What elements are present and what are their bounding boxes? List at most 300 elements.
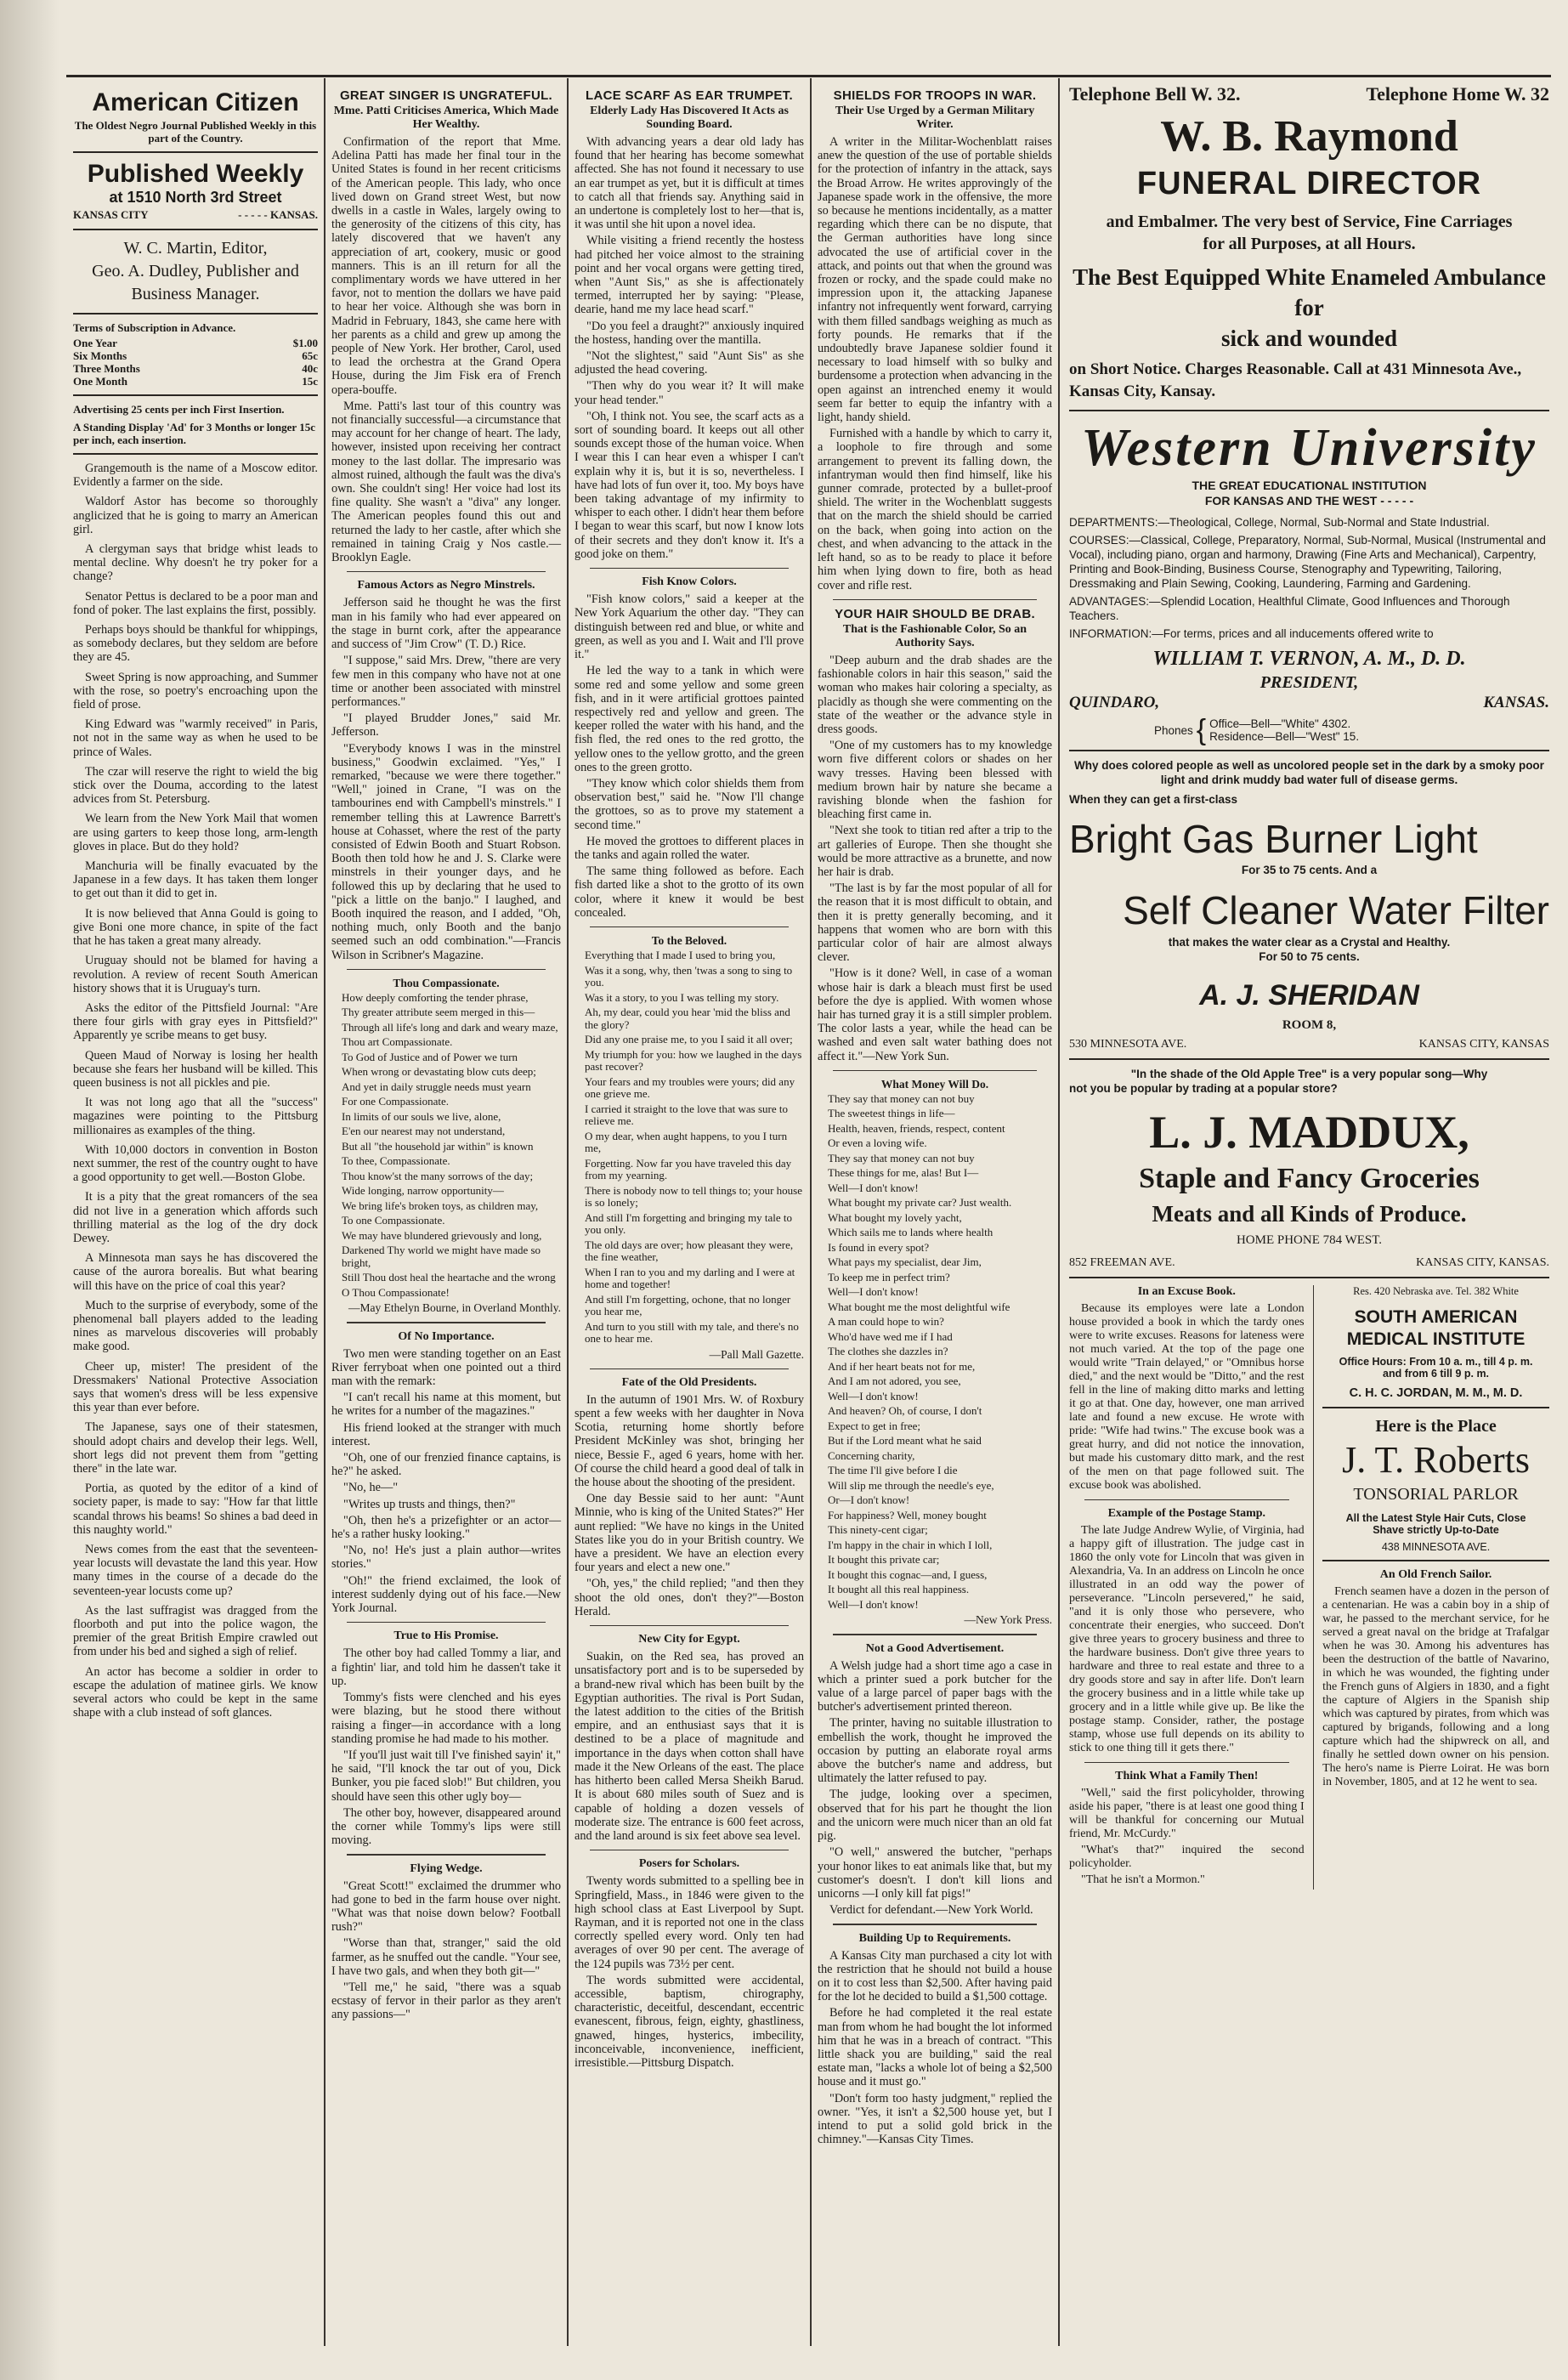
article-paragraph: "Then why do you wear it? It will make your head tender." xyxy=(575,379,804,407)
article-paragraph: Because its employes were late a London house provided a book in which the tardy ones were to write excuses. Reasons for lateness were not much varied. At the top of the page one would write "Train delayed," or "Omnibus horse died," and the next would be "Ditto," and the rest fell in the line of making ditto marks and letting it go at that. One day, however, one man arrived late and found a new excuse. He wrote with pride: "Wife had twins." The excuse book was a great hurry, and did not notice the innovation, but made his customary ditto mark, and the rest of the men on that page followed suit. The excuse book was abolished. xyxy=(1069,1302,1305,1492)
article-paragraph: Suakin, on the Red sea, has proved an unsatisfactory port and is to be superseded by a brand-new rival which has been built by the Egyptian authorities. The rival is Port Sudan, the latest addition to the cities of the British empire, and an enthusiast says that it is destined to be a place of magnitude and importance in the days when cotton shall have made it the New Orleans of the east. The place has hitherto been called Mersa Sheikh Barud. It is about 680 miles south of Suez and is capable of holding a dozen vessels of moderate size. The entrance is 600 feet across, and the land around is six feet above sea level. xyxy=(575,1650,804,1843)
article-paragraph: French seamen have a dozen in the person of a centenarian. He was a cabin boy in a ship of war, he passed to the merchant service, for he served a great naval on the bridge at Trafalgar when he was 30. Among his adventures has been the destruction of the battle of Navarino, in which he was wounded, the fighting under the French guns of Algiers in 1830, and a fight the capture of Algiers in the Spanish ship which was captured by pirates, from which was captured by brigands, following and a long capture which had the shipwreck on all, and finally he settled down owner on his pension. The hero's name is Pierre Loirat. He was born in November, 1805, and at 12 he went to sea. xyxy=(1322,1585,1549,1788)
divider xyxy=(73,229,318,230)
poem-line: And yet in daily struggle needs must yearn xyxy=(342,1080,531,1093)
poem-line: Did any one praise me, to you I said it all over; xyxy=(585,1033,793,1046)
sheridan-when: When they can get a first-class xyxy=(1069,793,1238,806)
news-paragraph: A clergyman says that bridge whist leads to mental decline. Why doesn't he try poker for a change? xyxy=(73,542,318,584)
article-paragraph: The printer, having no suitable illustration to embellish the work, thought he improved the occasion by putting an elaborate royal arms above the butcher's name and address, but ultimately the latter refused to pay. xyxy=(818,1716,1052,1786)
poem-line: I'm happy in the chair in which I loll, xyxy=(828,1538,993,1551)
poem-line: E'en our nearest may not understand, xyxy=(342,1125,506,1138)
poem-line: The sweetest things in life— xyxy=(828,1107,955,1120)
article-paragraph: "I suppose," said Mrs. Drew, "there are very few men in this company who have not at one time or another been associated with minstrel performances." xyxy=(331,654,561,709)
western-advantages: ADVANTAGES:—Splendid Location, Healthful Climate, Good Influences and Thorough Teachers. xyxy=(1069,595,1510,622)
raymond-name: W. B. Raymond xyxy=(1160,112,1458,161)
raymond-line: and Embalmer. The very best of Service, Fine Carriages xyxy=(1106,212,1513,231)
brace-icon: { xyxy=(1196,714,1207,746)
masthead-city xyxy=(73,208,318,222)
filter-price: For 50 to 75 cents. xyxy=(1259,950,1360,963)
maddux-meats: Meats and all Kinds of Produce. xyxy=(1152,1201,1467,1227)
article-paragraph: "I can't recall his name at this moment, but he writes for a number of the magazines." xyxy=(331,1391,561,1419)
maddux-address: 852 FREEMAN AVE. KANSAS CITY, KANSAS. xyxy=(1069,1256,1549,1269)
roberts-title: TONSORIAL PARLOR xyxy=(1353,1485,1519,1504)
editor-line: Geo. A. Dudley, Publisher and xyxy=(92,262,299,280)
poem-line: We bring life's broken toys, as children may, xyxy=(342,1198,539,1212)
article-paragraph: "No, he—" xyxy=(343,1481,399,1495)
poem-signature: —Pall Mall Gazette. xyxy=(709,1347,804,1361)
ads-column xyxy=(1061,82,1558,2346)
news-paragraph: Perhaps boys should be thankful for whippings, as somebody declares, but they seldom are before they are 45. xyxy=(73,623,318,665)
article-heading: Posers for Scholars. xyxy=(638,1857,740,1871)
raymond-title: FUNERAL DIRECTOR xyxy=(1136,166,1482,201)
divider xyxy=(1084,1762,1289,1763)
article-subheading: That is the Fashionable Color, So an Authority Says. xyxy=(842,622,1027,649)
western-departments: DEPARTMENTS:—Theological, College, Normal, Sub-Normal and State Industrial. xyxy=(1069,516,1490,529)
gas-price: For 35 to 75 cents. And a xyxy=(1241,864,1378,876)
article-heading: GREAT SINGER IS UNGRATEFUL. xyxy=(339,88,553,103)
water-filter: Self Cleaner Water Filter xyxy=(1123,888,1549,932)
poem-line: A man could hope to win? xyxy=(828,1315,944,1329)
news-paragraph: Cheer up, mister! The president of the Dressmakers' National Protective Association says that women's dress will be less expensive this year than ever before. xyxy=(73,1359,318,1415)
article-paragraph: "O well," answered the butcher, "perhaps your honor likes to eat animals like that, but my customer's doesn't. I don't kill lions and unicorns —I only kill fat pigs!" xyxy=(818,1845,1052,1901)
article-paragraph: Two men were standing together on an East River ferryboat when one pointed out a third man with the remark: xyxy=(331,1346,561,1389)
raymond-address: on Short Notice. Charges Reasonable. Call at 431 Minnesota Ave., Kansas City, Kansay. xyxy=(1069,360,1522,400)
maddux-ad xyxy=(1069,1067,1549,1270)
standing-ad-rates: A Standing Display 'Ad' for 3 Months or longer 15c per inch, each insertion. xyxy=(73,421,315,446)
divider xyxy=(590,568,789,569)
poem-line: What bought my private car? Just wealth. xyxy=(828,1196,1012,1210)
raymond-ad xyxy=(1069,83,1549,403)
column-rule xyxy=(1313,1285,1314,1890)
poem-line: The old days are over; how pleasant they were, the fine weather, xyxy=(585,1238,794,1264)
article-paragraph: "One of my customers has to my knowledge worn five different colors or shades on her wavy tresses. Having been blessed with medium brown hair by nature she became a ravishing blonde when the fashion for bleaching first came in. xyxy=(818,739,1052,822)
article-paragraph: "Worse than that, stranger," said the old farmer, as he snuffed out the candle. "Your see, I have two gals, and when they both git—" xyxy=(331,1936,561,1978)
poem-line: The time I'll give before I die xyxy=(828,1464,958,1477)
news-paragraph: Queen Maud of Norway is losing her health because she fears her husband will be killed. This queen business is not all pickles and pie. xyxy=(73,1048,318,1090)
column-rule xyxy=(567,78,569,2346)
page-margin xyxy=(0,0,59,2380)
poem-line: Was it a song, why, then 'twas a song to sing to you. xyxy=(585,963,793,989)
article-paragraph: "Do you feel a draught?" anxiously inquired the hostess, handing over the mantilla. xyxy=(575,319,804,347)
western-university-ad xyxy=(1069,418,1549,746)
article-heading: In an Excuse Book. xyxy=(1137,1285,1236,1298)
article-paragraph: The words submitted were accidental, accessible, baptism, chirography, characteristic, deceitful, descendant, eccentric evanescent, fibrous, feign, eighty, ghastliness, gnawed, hinges, hysterics, imbecility, inconceivable, inconvenience, inefficient, irresistible.—Pittsburg Dispatch. xyxy=(575,1973,804,2070)
poem xyxy=(575,949,804,1346)
news-paragraph: Portia, as quoted by the editor of a kind of society paper, is made to say: "How far that little scandal throws his beams! So shines a bad deed in this naughty world." xyxy=(73,1482,318,1537)
article-paragraph: "How is it done? Well, in case of a woman whose hair is dark a bleach must first be used before the dye is applied. With women whose hair has turned gray it is a still simpler problem. The color lasts a year, while the head can be washed and even salt water bathing does not affect it."—New York Sun. xyxy=(818,966,1052,1063)
article-paragraph: The other boy had called Tommy a liar, and a fightin' liar, and told him he dassen't take it up. xyxy=(331,1646,561,1688)
article-paragraph: He led the way to a tank in which were some red and some yellow and some green fish, and in it were artificial grottoes painted respectively red and yellow and green. The keeper rolled the water with his hand, and the fish fled, the red ones to the red grotto, the yellow ones to the yellow grotto, and the green ones to the green grotto. xyxy=(575,664,804,774)
divider xyxy=(73,453,318,455)
editors-block xyxy=(73,237,318,306)
poem-line: My triumph for you: how we laughed in the days past recover? xyxy=(585,1047,802,1074)
term-row: One Year $1.00 xyxy=(73,337,318,349)
news-paragraph: Waldorf Astor has become so thoroughly anglicized that he is going to marry an American girl. xyxy=(73,495,318,536)
poem-line: What bought my lovely yacht, xyxy=(828,1210,962,1224)
article-paragraph: "Fish know colors," said a keeper at the New York Aquarium the other day. "They can distinguish between red and blue, or white and green, as well as you and I. Wait and I'll prove it." xyxy=(575,592,804,662)
masthead-address: at 1510 North 3rd Street xyxy=(109,189,282,206)
poem-line: Ah, my dear, could you hear 'mid the bliss and the glory? xyxy=(585,1006,790,1031)
poem-line: To thee, Compassionate. xyxy=(342,1154,450,1168)
divider xyxy=(347,1622,546,1623)
poem xyxy=(331,992,561,1300)
poem-line: Still Thou dost heal the heartache and the wrong xyxy=(342,1271,556,1284)
term-row: Three Months 40c xyxy=(73,362,318,375)
poem-line: They say that money can not buy xyxy=(828,1091,975,1105)
poem-line: Was it a story, to you I was telling my story. xyxy=(585,990,779,1004)
news-paragraph: We learn from the New York Mail that women are using garters to keep those long, arm-length gloves in place. But do they hold? xyxy=(73,812,318,853)
poem-line: For happiness? Well, money bought xyxy=(828,1508,987,1522)
poem-line: There is nobody now to tell things to; your house is so lonely; xyxy=(585,1183,803,1210)
divider xyxy=(347,1854,546,1855)
article-paragraph: "Well," said the first policyholder, throwing aside his paper, "there is at least one good thing I will be thankful for concerning our Mutual friend, Mr. McCurdy." xyxy=(1069,1787,1305,1841)
news-paragraph: As the last suffragist was dragged from the floorboth and put into the police wagon, the premier of the great British Empire crawled out from under his bed and sighed a sigh of relief. xyxy=(73,1603,318,1659)
sheridan-room: ROOM 8, xyxy=(1282,1018,1337,1032)
article-paragraph: "If you'll just wait till I've finished sayin' it," he said, "I'll knock the tar out of you, Dick Bunker, you pie faced slob!" But children, you should have seen this other ugly boy— xyxy=(331,1748,561,1804)
article-paragraph: While visiting a friend recently the hostess had pitched her voice almost to the straining point and her vocal organs were getting tired, when "Aunt Sis," as she is affectionately termed, interrupted her by saying: "Please, dearie, hand me my lace head scarf." xyxy=(575,234,804,317)
sheridan-question: Why does colored people as well as uncolored people set in the dark by a smoky poor light and drink muddy bad water full of disease germs. xyxy=(1074,759,1544,786)
poem-line: It bought all this real happiness. xyxy=(828,1583,970,1596)
lower-left-articles xyxy=(1069,1285,1305,1890)
poem-line: And still I'm forgetting and bringing my tale to you only. xyxy=(585,1210,793,1237)
divider xyxy=(1069,1058,1549,1060)
tel-bell: Telephone Bell W. 32. xyxy=(1069,83,1241,105)
divider xyxy=(1069,750,1549,751)
poem xyxy=(818,1093,1052,1612)
divider xyxy=(1069,410,1549,411)
poem-signature: —May Ethelyn Bourne, in Overland Monthly. xyxy=(348,1301,561,1315)
poem-line: I carried it straight to the love that was sure to relieve me. xyxy=(585,1102,788,1128)
article-paragraph: The judge, looking over a specimen, observed that for his part he thought the lion and the unicorn were much nicer than an old fat pig. xyxy=(818,1788,1052,1844)
column-4 xyxy=(812,82,1057,2346)
article-heading: Example of the Postage Stamp. xyxy=(1107,1507,1266,1521)
divider xyxy=(347,571,546,572)
article-paragraph: He moved the grottoes to different places in the tanks and again rolled the water. xyxy=(575,834,804,862)
poem-line: Everything that I made I used to bring you, xyxy=(585,949,776,962)
poem-line: But if the Lord meant what he said xyxy=(828,1434,982,1448)
article-paragraph: "Oh, one of our frenzied finance captains, is he?" he asked. xyxy=(331,1451,561,1479)
article-paragraph: "The last is by far the most popular of all for the reason that it is most difficult to obtain, and then it is pretty generally becoming, and it happens that women who are born with this particular color of hair are almost always clever. xyxy=(818,881,1052,965)
divider xyxy=(347,1322,546,1323)
column-rule xyxy=(324,78,325,2346)
article-paragraph: A Kansas City man purchased a city lot with the restriction that he should not build a house on it to cost less than $2,500. After having paid for the lot he decided to build a $1,500 cottage. xyxy=(818,1948,1052,2004)
article-paragraph: Jefferson said he thought he was the first man in his family who had ever appeared on the stage in burnt cork, after the appearance and success of "Jim Crow" (T. D.) Rice. xyxy=(331,596,561,652)
article-paragraph: With advancing years a dear old lady has found that her hearing has become somewhat affected. She has not found it necessary to use an ear trumpet as yet, but it is difficult at times to catch all that friends say. Anything said in an undertone is completely lost to her—that is, it was until she hit upon a novel idea. xyxy=(575,135,804,232)
news-paragraph: News comes from the east that the seventeen-year locusts will devastate the land this year. How many times in the course of a decade do the seventeen-year locusts come up? xyxy=(73,1543,318,1598)
raymond-line: for all Purposes, at all Hours. xyxy=(1203,235,1416,253)
news-paragraph: A Minnesota man says he has discovered the cause of the aurora borealis. But what bearing will this have on the price of coal this year? xyxy=(73,1251,318,1293)
western-sub: THE GREAT EDUCATIONAL INSTITUTION xyxy=(1192,479,1427,492)
article-paragraph: "I played Brudder Jones," said Mr. Jefferson. xyxy=(331,711,561,740)
tel-home: Telephone Home W. 32 xyxy=(1366,83,1549,105)
poem-line: How deeply comforting the tender phrase, xyxy=(342,990,529,1004)
article-paragraph: "What's that?" inquired the second policyholder. xyxy=(1069,1844,1305,1871)
southam-name: SOUTH AMERICAN xyxy=(1354,1307,1518,1327)
sheridan-address: 530 MINNESOTA AVE. KANSAS CITY, KANSAS xyxy=(1069,1038,1549,1051)
article-paragraph: A Welsh judge had a short time ago a case in which a printer sued a pork butcher for the value of a large parcel of paper bags with the butcher's advertisement printed thereon. xyxy=(818,1658,1052,1714)
poem-line: Which sails me to lands where health xyxy=(828,1226,993,1239)
article-paragraph: His friend looked at the stranger with much interest. xyxy=(331,1420,561,1448)
news-paragraph: The czar will reserve the right to wield the big stick over the Douma, according to the latest advices from St. Petersburg. xyxy=(73,764,318,807)
poem-line: And turn to you still with my tale, and there's no one to hear me. xyxy=(585,1319,799,1346)
poem-line: Health, heaven, friends, respect, content xyxy=(828,1121,1005,1135)
article-paragraph: Tommy's fists were clenched and his eyes were blazing, but he stood there without raising a finger—in accordance with a long standing promise he had made to his mother. xyxy=(331,1691,561,1746)
maddux-groceries: Staple and Fancy Groceries xyxy=(1139,1163,1480,1194)
editor-line: W. C. Martin, Editor, xyxy=(123,239,268,258)
article-subheading: Mme. Patti Criticises America, Which Made Her Wealthy. xyxy=(333,105,559,131)
poem-line: When wrong or devastating blow cuts deep; xyxy=(342,1065,536,1079)
article-paragraph: "Oh, yes," the child replied; "and then they shoot the old ones, don't they?"—Boston Herald. xyxy=(575,1577,804,1618)
poem-line: O Thou Compassionate! xyxy=(342,1285,450,1299)
article-paragraph: One day Bessie said to her aunt: "Aunt Minnie, who is king of the United States?" Her aunt replied: "We have no kings in the United States like you do in your British country. We have a president. We have an election every four years and elect a new one." xyxy=(575,1492,804,1575)
divider xyxy=(1322,1560,1549,1561)
poem-line: In limits of our souls we live, alone, xyxy=(342,1109,501,1123)
divider xyxy=(73,313,318,314)
masthead-subtitle: The Oldest Negro Journal Published Weekly in this part of the Country. xyxy=(74,119,317,144)
divider xyxy=(1084,1499,1289,1500)
poem-line: What pays my specialist, dear Jim, xyxy=(828,1255,982,1269)
news-paragraph: Asks the editor of the Pittsfield Journal: "Are there four girls with gray eyes in Pittsfield?" Apparently ye scribe means to get busy. xyxy=(73,1000,318,1043)
terms-heading: Terms of Subscription in Advance. xyxy=(73,321,236,334)
southam-doctor: C. H. C. JORDAN, M. M., M. D. xyxy=(1349,1386,1523,1400)
article-paragraph: Confirmation of the report that Mme. Adelina Patti has made her final tour in the United States is found in her recent criticisms of the American people. This lady, who once lived down on Grand street West, but now dwells in a castle in Wales, largely owing to the generosity of the citizens of this city, has lately discovered that we haven't any appreciation of art, cookery, music or good manners. This is an ill return for all the complimentary words we have uttered in her favor, not to mention the dollars we have paid to hear her voice. Although she was born in Madrid in February, 1843, she came here with her parents as a child and grew up among the people of New York. Her brother, Carol, used to lead the orchestra at the Grand Opera House, during the Jim Fisk era of French opera-bouffe. xyxy=(331,135,561,397)
article-heading: New City for Egypt. xyxy=(638,1633,740,1646)
poem-line: Well—I don't know! xyxy=(828,1181,919,1194)
poem-line: For one Compassionate. xyxy=(342,1095,450,1108)
article-paragraph: "Tell me," he said, "there was a squab ecstasy of fervor in their parlor as they aren't any passions—" xyxy=(331,1980,561,2022)
western-name: Western University xyxy=(1081,419,1537,477)
article-paragraph: "Oh!" the friend exclaimed, the look of interest suddenly dying out of his face.—New York Journal. xyxy=(331,1573,561,1616)
poem-line: And I am not adored, you see, xyxy=(828,1374,961,1388)
western-phones: Phones { Office—Bell—"White" 4302. Residence—Bell—"West" 15. xyxy=(1154,714,1360,746)
divider xyxy=(1069,1277,1549,1278)
top-rule xyxy=(66,75,1551,77)
poem-line: The clothes she dazzles in? xyxy=(828,1345,948,1358)
term-row: Six Months 65c xyxy=(73,349,318,362)
poem-line: Wide longing, narrow opportunity— xyxy=(342,1184,504,1198)
article-paragraph: Verdict for defendant.—New York World. xyxy=(829,1903,1033,1918)
poem-line: This ninety-cent cigar; xyxy=(828,1523,928,1537)
news-paragraph: Grangemouth is the name of a Moscow editor. Evidently a farmer on the side. xyxy=(73,462,318,490)
filter-desc: that makes the water clear as a Crystal and Healthy. xyxy=(1168,936,1451,949)
article-heading: Think What a Family Then! xyxy=(1115,1770,1259,1783)
western-information: INFORMATION:—For terms, prices and all inducements offered write to xyxy=(1069,627,1434,640)
article-heading: LACE SCARF AS EAR TRUMPET. xyxy=(586,88,793,103)
divider xyxy=(833,1634,1037,1635)
poem-line: Expect to get in free; xyxy=(828,1419,921,1432)
column-rule xyxy=(810,78,812,2346)
editor-line: Business Manager. xyxy=(131,285,260,303)
article-paragraph: The same thing followed as before. Each fish darted like a shot to the grotto of its own color, where it knew it would be best concealed. xyxy=(575,864,804,920)
western-president-title: PRESIDENT, xyxy=(1259,673,1359,692)
article-paragraph: "Oh, I think not. You see, the scarf acts as a sort of sounding board. It keeps out all other sounds except those of the human voice. When I wear this I can hear even a whisper I can't explain why it is, but it is so, nevertheless. I have had lots of fun over it, too. My boys have been taking advantage of my infirmity to whisper to each other. I didn't hear them before I began to wear this scarf, but now I know lots of their secrets and they don't know it. It's a good joke on them." xyxy=(575,409,804,561)
article-paragraph: "That he isn't a Mormon." xyxy=(1081,1873,1205,1887)
poem-line: And still I'm forgetting, ochone, that no longer you hear me, xyxy=(585,1292,791,1318)
article-paragraph: Furnished with a handle by which to carry it, a loophole to fire through and some arrangement to prevent its falling down, the infantryman would then find himself, like his gunner comrade, protected by a bullet-proof shield. The writer in the Wochenblatt suggests that on the march the shield should be carried on the back, when going into action on the chest, and when advancing to the attack in the left hand, so as to be ready to place it before him when lying down to fire, both as head cover and rifle rest. xyxy=(818,427,1052,592)
poem-title: What Money Will Do. xyxy=(880,1077,989,1091)
news-paragraph: The Japanese, says one of their statesmen, should adopt chairs and develop their legs. Well, short legs did not prevent them from "getting there" in the late war. xyxy=(73,1420,318,1476)
terms-list xyxy=(73,337,318,388)
maddux-phone: HOME PHONE 784 WEST. xyxy=(1236,1233,1383,1247)
raymond-ambulance: The Best Equipped White Enameled Ambulance for xyxy=(1073,264,1546,320)
roberts-name: J. T. Roberts xyxy=(1342,1439,1530,1481)
poem-line: Your fears and my troubles were yours; did any one grieve me. xyxy=(585,1074,795,1101)
news-paragraph: Senator Pettus is declared to be a poor man and fond of poker. The last explains the first, possibly. xyxy=(73,589,318,617)
article-paragraph: A writer in the Militar-Wochenblatt raises anew the question of the use of portable shields for the protection of infantry in the attack, says the Broad Arrow. He writes approvingly of the Japanese spade work in the offensive, the more so because he mentions incidentally, as a matter regarding which there can be no dispute, that the German authorities have long since advocated the use of artificial cover in the attack, and points out that when the ground was frozen or rocky, and the spade could make no impression upon it, the attacking Japanese infantry not infrequently went forward, carrying with them filled sandbags weighing as much as forty pounds. He remarks that if the undoubtedly brave Japanese soldier found it necessary to load himself with so bulky and burdensome a protection when advancing in the open against an intrenched enemy it would seem far better to equip the infantry with a light, handy shield. xyxy=(818,135,1052,425)
maddux-name: L. J. MADDUX, xyxy=(1149,1107,1469,1158)
raymond-ambulance: sick and wounded xyxy=(1220,326,1398,351)
column-rule xyxy=(1058,78,1060,2346)
article-paragraph: The other boy, however, disappeared around the corner while Tommy's lips were still moving. xyxy=(331,1805,561,1848)
poem-title: To the Beloved. xyxy=(651,934,727,948)
news-paragraph: An actor has become a soldier in order to escape the adulation of matinee girls. We know several actors who could be kept in the same shape with a club instead of soft glances. xyxy=(73,1664,318,1720)
article-heading: An Old French Sailor. xyxy=(1379,1568,1492,1581)
published-weekly: Published Weekly xyxy=(87,160,304,188)
western-sub: FOR KANSAS AND THE WEST - - - - - xyxy=(1204,494,1414,507)
poem-line: It bought this cognac—and, I guess, xyxy=(828,1567,988,1581)
article-heading: SHIELDS FOR TROOPS IN WAR. xyxy=(833,88,1037,103)
city-right: - - - - - KANSAS. xyxy=(238,208,318,221)
news-paragraph: Uruguay should not be blamed for having a revolution. A review of recent South American history shows that it is Uruguay's turn. xyxy=(73,954,318,995)
raymond-telephones xyxy=(1069,83,1549,105)
divider xyxy=(73,394,318,396)
divider xyxy=(1322,1407,1549,1408)
poem-line: Thou art Compassionate. xyxy=(342,1035,453,1049)
article-heading: Fate of the Old Presidents. xyxy=(621,1375,757,1389)
article-heading: Famous Actors as Negro Minstrels. xyxy=(357,579,535,592)
poem-line: These things for me, alas! But I— xyxy=(828,1166,979,1180)
paragraph-list xyxy=(73,462,318,1720)
poem-line: When I ran to you and my darling and I were at home and together! xyxy=(585,1265,795,1291)
western-courses: COURSES:—Classical, College, Preparatory, Normal, Sub-Normal, Musical (Instrumental and Vocal), including piano, organ and harmony, Drawing (Fine Arts and Mechanical), Carpentry, Printing and Book-Binding, Business Course, Stenography and Typewriting, Tailoring, Dressmaking and Plain Sewing, Cooking, Laundering, Farming and Gardening. xyxy=(1069,534,1546,590)
poem-line: We may have blundered grievously and long, xyxy=(342,1228,542,1242)
article-paragraph: In the autumn of 1901 Mrs. W. of Roxbury spent a few weeks with her daughter in Nova Scotia, returning home shortly before President McKinley was shot, bringing her niece, Bessie F., aged 6 years, home with her. Of course the child heard a good deal of talk in the house about the shooting of the president. xyxy=(575,1392,804,1490)
sheridan-name: A. J. SHERIDAN xyxy=(1199,979,1419,1012)
divider xyxy=(590,1368,789,1369)
column-1 xyxy=(68,82,323,2346)
gas-burner: Bright Gas Burner Light xyxy=(1069,817,1478,861)
poem-line: Thy greater attribute seem merged in this— xyxy=(342,1006,535,1019)
article-heading: Not a Good Advertisement. xyxy=(865,1641,1005,1655)
poem-line: Darkened Thy world we might have made so bright, xyxy=(342,1244,541,1269)
news-paragraph: It is a pity that the great romancers of the sea did not live in a generation which affords such thrilling material as the log of the dry dock Dewey. xyxy=(73,1190,318,1245)
poem-line: Through all life's long and dark and weary maze, xyxy=(342,1020,558,1034)
divider xyxy=(833,599,1037,600)
lower-right-ads xyxy=(1322,1285,1549,1890)
roberts-line: Shave strictly Up-to-Date xyxy=(1373,1524,1499,1536)
article-heading: Fish Know Colors. xyxy=(642,575,737,589)
divider xyxy=(833,1070,1037,1071)
article-paragraph: "Great Scott!" exclaimed the drummer who had gone to bed in the farm house over night. "What was that noise down below? Football rush?" xyxy=(331,1878,561,1935)
news-paragraph: Sweet Spring is now approaching, and Summer with the rose, so poetry's encroaching upon the field of prose. xyxy=(73,670,318,712)
poem-line: Well—I don't know! xyxy=(828,1285,919,1299)
poem-line: They say that money can not buy xyxy=(828,1151,975,1164)
divider xyxy=(73,151,318,153)
poem-line: Who'd have wed me if I had xyxy=(828,1329,953,1343)
article-paragraph: "Writes up trusts and things, then?" xyxy=(343,1497,516,1511)
poem-line: O my dear, when aught happens, to you I turn me, xyxy=(585,1129,788,1155)
article-paragraph: Before he had completed it the real estate man from whom he had bought the lot informed him that he was in a breach of contract. "This little shack you are building," said the real estate man, "lacks a whole lot of being a $2,500 house and it must go." xyxy=(818,2006,1052,2089)
poem-line: Forgetting. Now far you have traveled this day from my yearning. xyxy=(585,1156,792,1182)
poem-line: Will slip me through the needle's eye, xyxy=(828,1478,994,1492)
poem-line: Is found in every spot? xyxy=(828,1240,930,1254)
poem-line: Well—I don't know! xyxy=(828,1597,919,1611)
article-heading: Building Up to Requirements. xyxy=(858,1931,1011,1945)
advertising-rates: Advertising 25 cents per inch First Insertion. xyxy=(73,403,285,416)
roberts-address: 438 MINNESOTA AVE. xyxy=(1381,1541,1491,1553)
poem-line: Or even a loving wife. xyxy=(828,1136,927,1150)
maddux-tagline: "In the shade of the Old Apple Tree" is a very popular song—Why xyxy=(1130,1068,1488,1080)
southam-hours: Office Hours: From 10 a. m., till 4 p. m. xyxy=(1339,1356,1533,1368)
article-heading: Of No Importance. xyxy=(398,1329,495,1343)
poem-line: And heaven? Oh, of course, I don't xyxy=(828,1404,982,1418)
article-heading: YOUR HAIR SHOULD BE DRAB. xyxy=(835,606,1035,621)
poem-line: To one Compassionate. xyxy=(342,1214,445,1227)
sheridan-ad xyxy=(1069,758,1549,1051)
maddux-tagline: not you be popular by trading at a popular store? xyxy=(1069,1082,1338,1095)
poem-line: What bought me the most delightful wife xyxy=(828,1300,1010,1313)
southam-res: Res. 420 Nebraska ave. Tel. 382 White xyxy=(1353,1285,1519,1297)
poem-signature: —New York Press. xyxy=(964,1613,1052,1627)
poem-line: And if her heart beats not for me, xyxy=(828,1359,976,1373)
column-2 xyxy=(326,82,566,2346)
city-left: KANSAS CITY xyxy=(73,208,149,221)
poem-line: Well—I don't know! xyxy=(828,1389,919,1402)
news-paragraph: With 10,000 doctors in convention in Boston next summer, the rest of the country ought to have a good opportunity to get well.—Boston Globe. xyxy=(73,1142,318,1185)
article-heading: Flying Wedge. xyxy=(410,1862,483,1875)
column-3 xyxy=(569,82,809,2346)
article-paragraph: The late Judge Andrew Wylie, of Virginia, had a happy gift of illustration. The judge cast in 1860 the only vote for Lincoln that was given in Alexandria, Va. In an address on Lincoln he once illustrated in an odd way the power of perseverance. "Lincoln persevered," he said, "and it is only those who persevere, who concentrate their energies, who succeed. Don't give three years to grocery business and three to the hardware business. Don't give three years to hardware and three to real estate and three to a dry goods store and say in after life. Don't learn the grocery business and in a little while take up grocery and in a little while give up. Be like the postage stamp. Consider, rather, the postage stamp, whose use full depends on its ability to stick to one thing till it gets there." xyxy=(1069,1524,1305,1755)
article-paragraph: "Not the slightest," said "Aunt Sis" as she adjusted the head covering. xyxy=(575,349,804,377)
article-heading: True to His Promise. xyxy=(393,1629,499,1643)
masthead-title: American Citizen xyxy=(92,88,299,116)
southam-hours: and from 6 till 9 p. m. xyxy=(1383,1368,1490,1380)
divider xyxy=(347,969,546,970)
term-row: One Month 15c xyxy=(73,375,318,388)
poem-line: Concerning charity, xyxy=(828,1448,915,1462)
southam-name: MEDICAL INSTITUTE xyxy=(1346,1329,1526,1349)
news-paragraph: Manchuria will be finally evacuated by the Japanese in a few days. It has taken them longer to get out than it did to get in. xyxy=(73,859,318,901)
poem-line: Thou know'st the many sorrows of the day; xyxy=(342,1169,534,1182)
poem-line: To keep me in perfect trim? xyxy=(828,1270,950,1284)
article-paragraph: "Next she took to titian red after a trip to the art galleries of Europe. Then she thought she would be more attractive as a brunette, and now her hair is drab. xyxy=(818,824,1052,879)
news-paragraph: King Edward was "warmly received" in Paris, not not in the same way as when he used to be prince of Wales. xyxy=(73,717,318,759)
roberts-here: Here is the Place xyxy=(1375,1417,1497,1436)
poem-line: It bought this private car; xyxy=(828,1553,940,1567)
article-paragraph: "Deep auburn and the drab shades are the fashionable colors in hair this season," said the woman who makes hair coloring a specialty, as placidly as though she were commenting on the state of the weather or the advance style in dress goods. xyxy=(818,653,1052,736)
divider xyxy=(590,1625,789,1626)
roberts-line: All the Latest Style Hair Cuts, Close xyxy=(1345,1512,1526,1524)
article-paragraph: Twenty words submitted to a spelling bee in Springfield, Mass., in 1846 were given to the high school class at East Liverpool by Supt. Rayman, and it is reported not one in the class correctly spelled every word. Only ten had averages of over 90 per cent. The average of the 124 pupils was 73½ per cent. xyxy=(575,1874,804,1971)
article-paragraph: "They know which color shields them from observation best," said he. "Now I'll change the grottoes, so as to prove my statement a second time." xyxy=(575,776,804,832)
poem-line: To God of Justice and of Power we turn xyxy=(342,1050,518,1063)
poem-title: Thou Compassionate. xyxy=(393,976,500,989)
article-paragraph: Mme. Patti's last tour of this country was not financially successful—a circumstance that may account for her change of heart. The lady, however, insisted upon receiving her contract money to the last dollar. The impresario was almost ruined, although the fault was the diva's own. She couldn't sing! Her voice had lost its fine quality. She wasn't a "diva" any longer. The American peoples found this out and returned the lady to her castle, after which she remained in taining Craig y Nos castle.—Brooklyn Eagle. xyxy=(331,399,561,565)
divider xyxy=(590,926,789,927)
news-paragraph: Much to the surprise of everybody, some of the phenomenal ball players added to the leading nines as marvelous discoveries will probably make good. xyxy=(73,1298,318,1354)
news-paragraph: It was not long ago that all the "success" magazines were pointing to the Pittsburg millionaires as examples of the thing. xyxy=(73,1096,318,1137)
western-place: QUINDARO, KANSAS. xyxy=(1069,694,1549,711)
article-subheading: Elderly Lady Has Discovered It Acts as Sounding Board. xyxy=(590,105,789,131)
article-paragraph: "Oh, then he's a prizefighter or an actor—he's a rather husky looking." xyxy=(331,1513,561,1542)
article-paragraph: "Don't form too hasty judgment," replied the owner. "Yes, it isn't a $2,500 house yet, but I intend to put a solid gold brick in the chimney."—Kansas City Times. xyxy=(818,2091,1052,2147)
article-subheading: Their Use Urged by a German Military Writer. xyxy=(835,105,1035,131)
article-paragraph: "No, no! He's just a plain author—writes stories." xyxy=(331,1544,561,1572)
lower-ads xyxy=(1069,1285,1549,1890)
western-president-name: WILLIAM T. VERNON, A. M., D. D. xyxy=(1152,648,1466,670)
poem-line: But all "the household jar within" is known xyxy=(342,1139,534,1153)
article-paragraph: "Everybody knows I was in the minstrel business," Goodwin exclaimed. "Yes," I remarked, "because we were there together." "Well," joined in Crane, "I was on the tambourines end with Campbell's minstrels." I remember telling this at Lawrence Barrett's house at Cohasset, where the rest of the party consisted of Edwin Booth and Stuart Robson. Booth then told how he and J. S. Clarke were minstrels in their younger days, and he followed this up by declaring that he used to "pick a little on the banjo." I laughed, and Booth inquired the reason, and I added, "Oh, nothing much, only Booth and the banjo seemed such an odd combination."—Francis Wilson in Scribner's Magazine. xyxy=(331,741,561,962)
